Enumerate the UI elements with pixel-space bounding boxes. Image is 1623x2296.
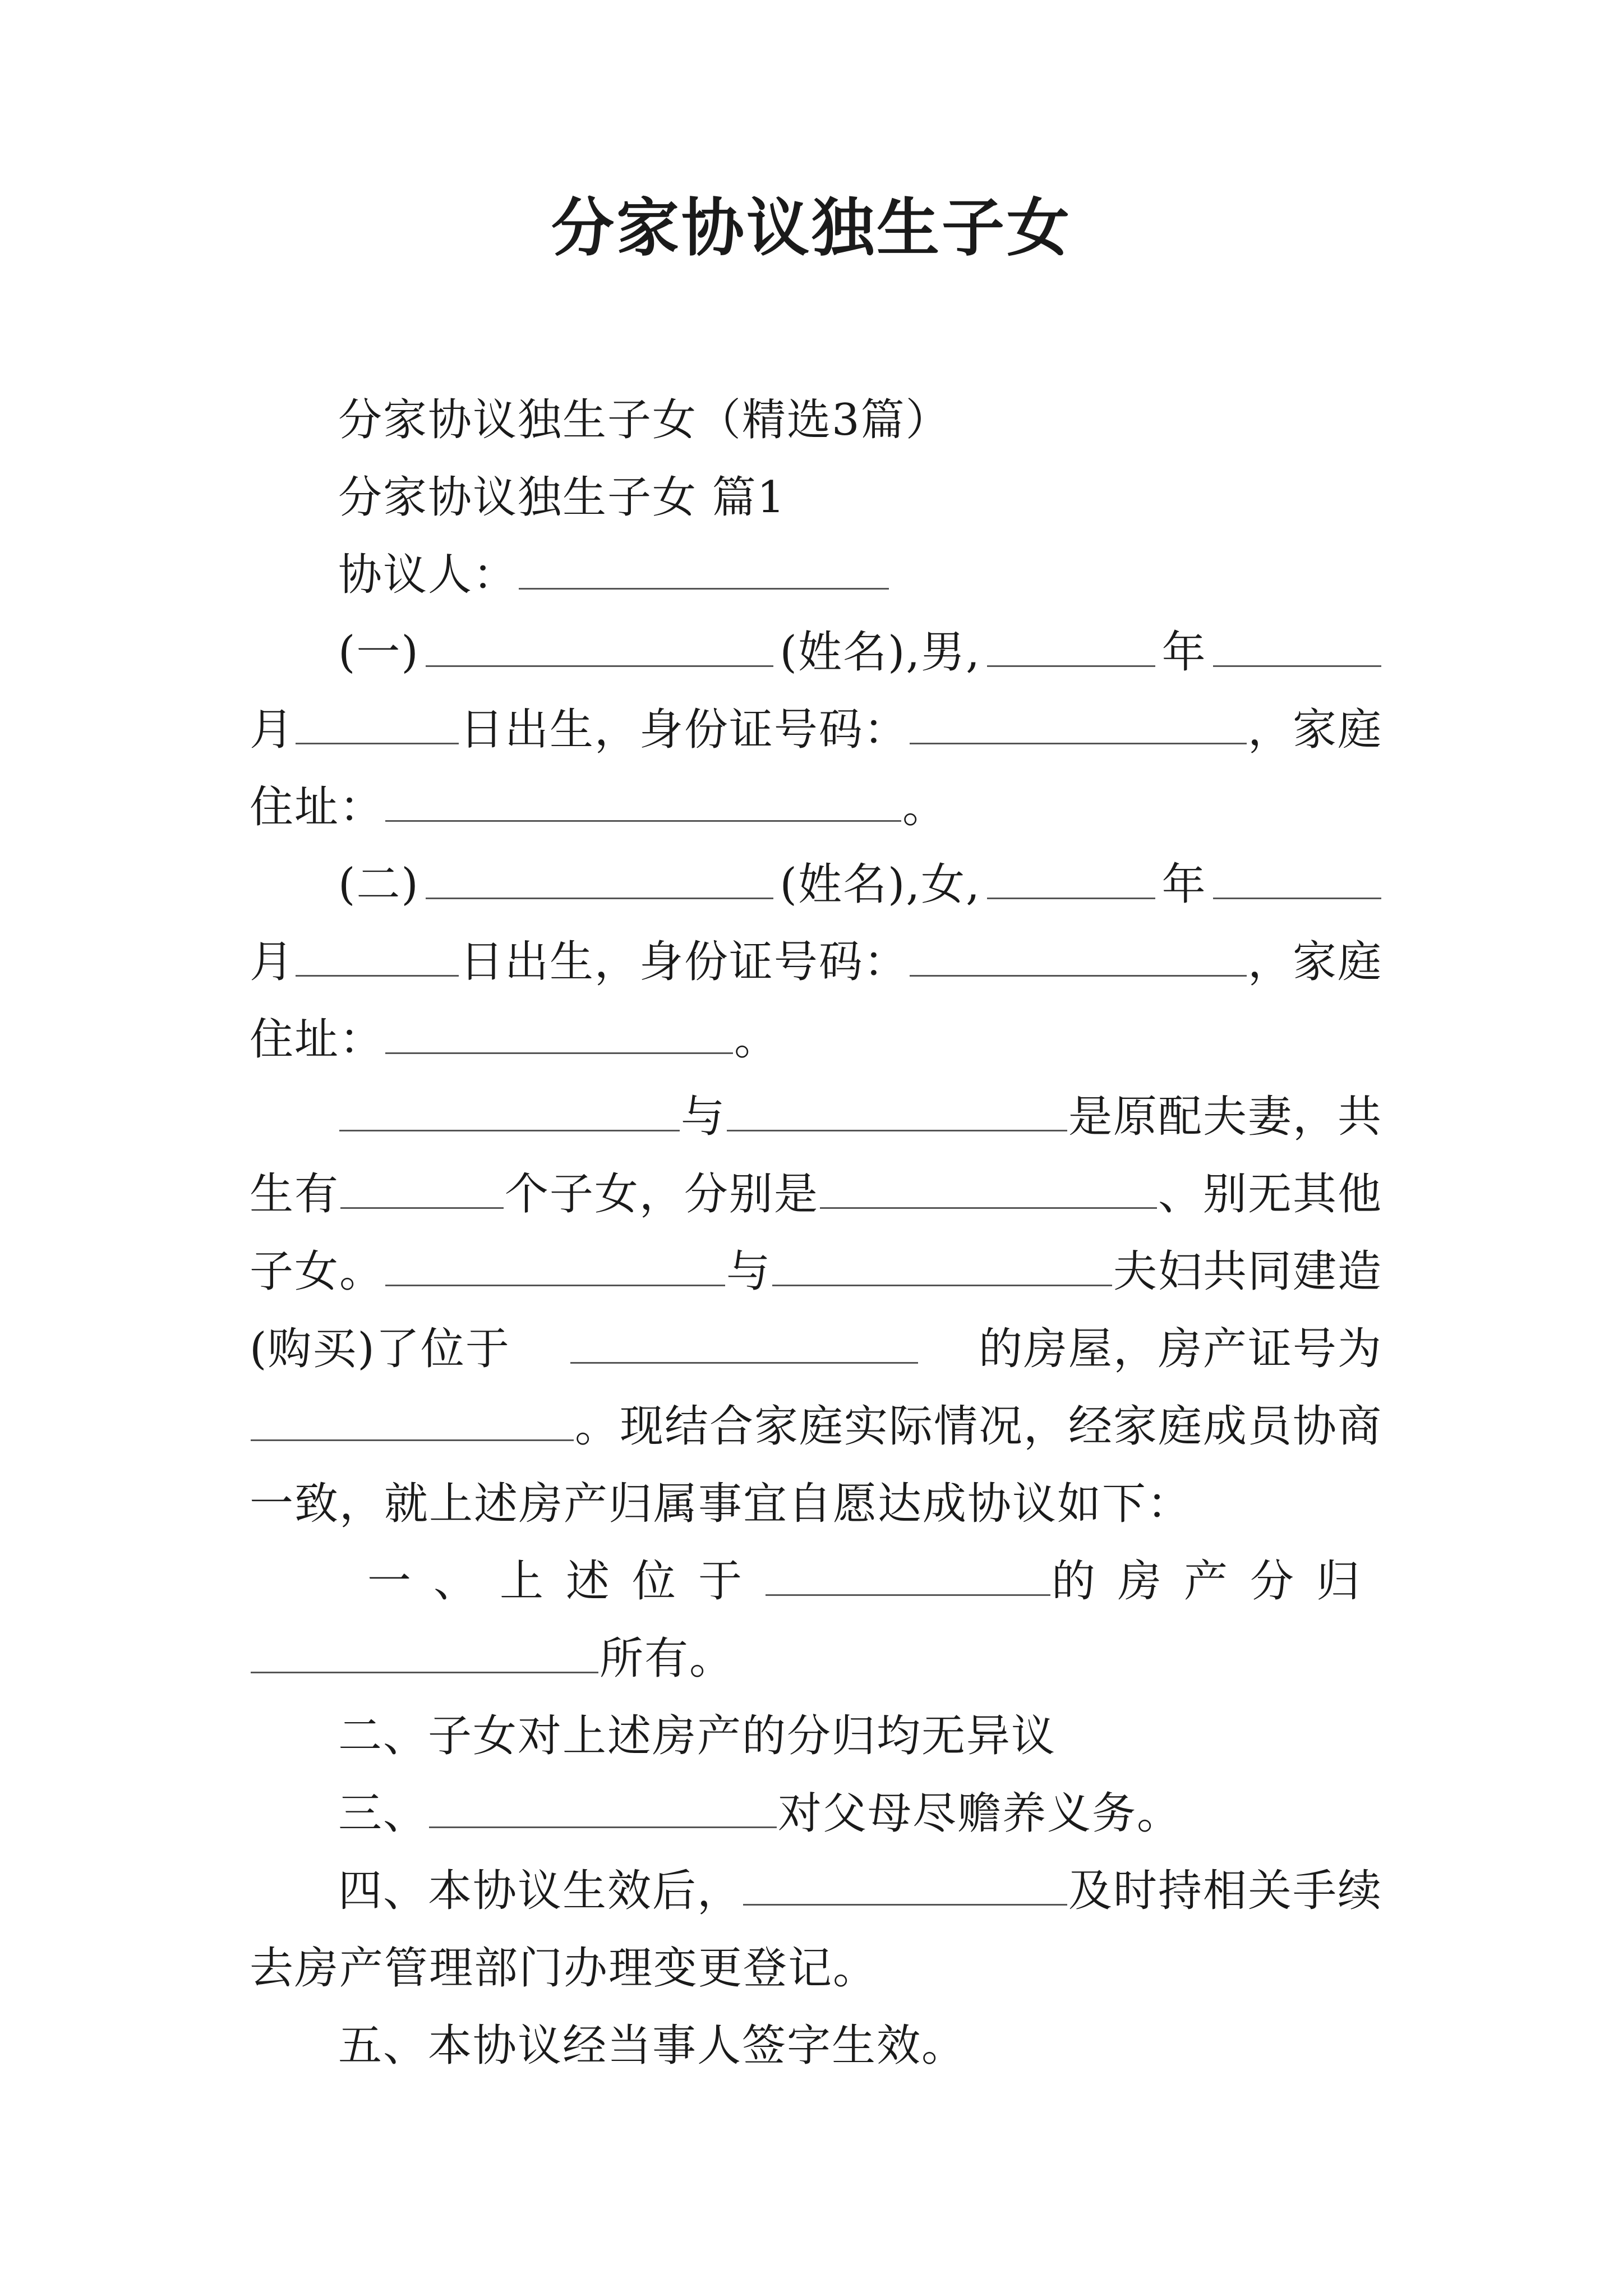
party1-home: ，家庭 — [1247, 705, 1382, 755]
clause5: 五、本协议经当事人签字生效。 — [338, 2021, 967, 2071]
blank-line[interactable] — [910, 938, 1247, 977]
section-heading: 分家协议独生子女 篇1 — [338, 472, 786, 523]
party2-line3 — [250, 1001, 1382, 1078]
blank-line[interactable] — [385, 1015, 733, 1054]
party1-birth-id: 日出生，身份证号码： — [459, 705, 909, 755]
document-body — [250, 381, 1382, 2085]
para3-children-end: 子女。 — [250, 1246, 385, 1297]
para3-and: 与 — [680, 1092, 726, 1142]
party1-month: 月 — [250, 705, 295, 755]
party1-year: 年 — [1161, 627, 1207, 678]
para3-children: 个子女，分别是 — [504, 1169, 819, 1220]
party2-month: 月 — [250, 937, 295, 987]
clause4-mid: 及时持相关手续 — [1068, 1866, 1382, 1916]
party2-address-label: 住址： — [250, 1014, 385, 1065]
document-title: 分家协议独生子女 — [551, 191, 1072, 265]
blank-line[interactable] — [910, 706, 1247, 744]
blank-line[interactable] — [339, 1093, 680, 1131]
party2-line1 — [250, 846, 1382, 923]
party2-birth-id: 日出生，身份证号码： — [459, 937, 909, 987]
clause4-line1 — [250, 1852, 1382, 1930]
para3-line4 — [250, 1310, 1382, 1388]
party2-name-gender: (姓名),女, — [780, 859, 981, 910]
blank-line[interactable] — [385, 1248, 725, 1286]
party2-year: 年 — [1161, 859, 1207, 910]
clause1-line2 — [250, 1620, 1382, 1697]
blank-line[interactable] — [1213, 861, 1381, 899]
party1-line1 — [250, 614, 1382, 691]
party1-line2 — [250, 691, 1382, 769]
party1-address-label: 住址： — [250, 782, 385, 832]
para3-consult: 。现结合家庭实际情况，经家庭成员协商 — [574, 1401, 1382, 1452]
blank-line[interactable] — [426, 628, 773, 667]
para3-line1 — [250, 1078, 1382, 1156]
clause3 — [250, 1775, 1382, 1852]
party2-home: ，家庭 — [1247, 937, 1382, 987]
blank-line[interactable] — [385, 783, 901, 822]
party1-end: 。 — [902, 782, 948, 832]
para3-line3 — [250, 1233, 1382, 1310]
clause2: 二、子女对上述房产的分归均无异议 — [338, 1711, 1057, 1761]
blank-line[interactable] — [426, 861, 773, 899]
clause4-start: 四、本协议生效后， — [338, 1866, 743, 1916]
para3-line6: 一致，就上述房产归属事宜自愿达成协议如下： — [250, 1479, 1192, 1529]
para3-and2: 与 — [726, 1246, 771, 1297]
blank-line[interactable] — [570, 1325, 918, 1364]
clause4-line2: 去房产管理部门办理变更登记。 — [250, 1943, 878, 1994]
blank-line[interactable] — [429, 1789, 777, 1828]
para3-have: 生有 — [250, 1169, 340, 1220]
clause1-line1 — [250, 1543, 1382, 1620]
blank-line[interactable] — [251, 1402, 574, 1441]
blank-line[interactable] — [340, 1170, 504, 1209]
party1-line3 — [250, 769, 1382, 846]
para3-cert: 的房屋，房产证号为 — [978, 1324, 1382, 1374]
para3-spouses: 是原配夫妻，共 — [1068, 1092, 1382, 1142]
party2-number: (二) — [338, 859, 419, 910]
party1-number: (一) — [338, 627, 419, 678]
party-line — [250, 536, 1382, 614]
para3-line5 — [250, 1388, 1382, 1465]
party-label: 协议人： — [338, 550, 518, 600]
blank-line[interactable] — [820, 1170, 1157, 1209]
blank-line[interactable] — [772, 1248, 1112, 1286]
blank-line[interactable] — [987, 628, 1155, 667]
blank-line[interactable] — [296, 938, 459, 977]
party1-name-gender: (姓名),男, — [780, 627, 981, 678]
blank-line[interactable] — [743, 1867, 1067, 1906]
party2-line2 — [250, 923, 1382, 1001]
clause3-end: 对父母尽赡养义务。 — [778, 1788, 1182, 1839]
para3-no-other: 、别无其他 — [1158, 1169, 1382, 1220]
intro-line: 分家协议独生子女（精选3篇） — [338, 395, 951, 445]
blank-line[interactable] — [1213, 628, 1381, 667]
party2-end: 。 — [734, 1014, 780, 1065]
clause1-start: 一、上述位于 — [367, 1556, 765, 1607]
clause1-mid: 的房产分归 — [1051, 1556, 1382, 1607]
para3-line2 — [250, 1156, 1382, 1233]
clause1-end: 所有。 — [600, 1634, 735, 1684]
blank-line[interactable] — [251, 1635, 598, 1673]
clause3-start: 三、 — [338, 1788, 428, 1839]
blank-line[interactable] — [519, 551, 889, 590]
blank-line[interactable] — [727, 1093, 1067, 1131]
para3-located: (购买)了位于 — [250, 1324, 510, 1374]
para3-built: 夫妇共同建造 — [1113, 1246, 1382, 1297]
blank-line[interactable] — [766, 1557, 1050, 1596]
blank-line[interactable] — [987, 861, 1155, 899]
blank-line[interactable] — [296, 706, 459, 744]
